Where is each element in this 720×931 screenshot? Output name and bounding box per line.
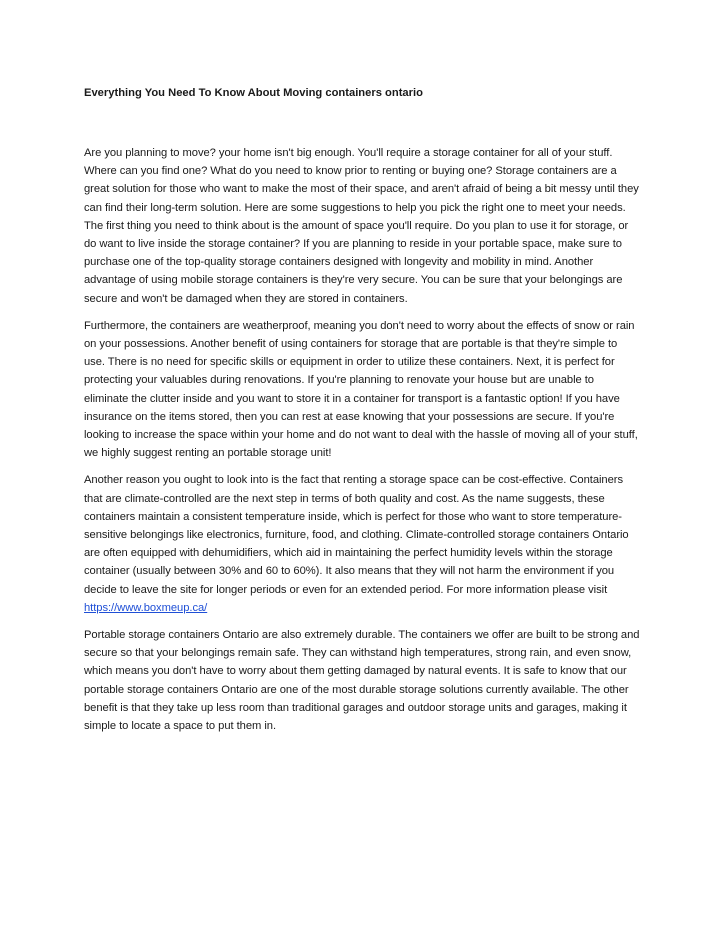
document-title: Everything You Need To Know About Moving containers ontario [84,87,423,99]
paragraph-3-text: Another reason you ought to look into is the fact that renting a storage space can be cost-effective. Containers that are climate-controlled are the next step in terms of both quality and cost. As the name suggests, these containers maintain a consistent temperature inside, which is perfect for those who want to store temperature-sensitive belongings like electronics, furniture, food, and clothing. Climate-controlled storage containers Ontario are often equipped with dehumidifiers, which aid in maintaining the perfect humidity levels within the storage container (usually between 30% and 60 to 60%). It also means that they will not harm the environment if you decide to leave the site for longer periods or even for an extended period. For more information please visit [84,474,629,596]
paragraph-2: Furthermore, the containers are weatherproof, meaning you don't need to worry about the effects of snow or rain on your possessions. Another benefit of using containers for storage that are portable is that they're simple to use. There is no need for specific skills or equipment in order to utilize these containers. Next, it is perfect for protecting your valuables during renovations. If you're planning to renovate your house but are unable to eliminate the clutter inside and you want to store it in a container for transport is a fantastic option! If you have insurance on the items stored, then you can rest at ease knowing that your possessions are secure. If you're looking to increase the space within your home and do not want to deal with the hassle of moving all of your stuff, we highly suggest renting an portable storage unit! [84,319,638,460]
boxmeup-link[interactable]: https://www.boxmeup.ca/ [84,601,208,614]
paragraph-4: Portable storage containers Ontario are also extremely durable. The containers we offer are built to be strong and secure so that your belongings remain safe. They can withstand high temperatures, strong rain, and even snow, which means you don't have to worry about them getting damaged by natural events. It is safe to know that our portable storage containers Ontario are one of the most durable storage solutions currently available. The other benefit is that they take up less room than traditional garages and outdoor storage units and garages, making it simple to locate a space to put them in. [84,629,640,733]
paragraph-1: Are you planning to move? your home isn't big enough. You'll require a storage container for all of your stuff. Where can you find one? What do you need to know prior to renting or buying one? Storage containers are a great solution for those who want to make the most of their space, and aren't afraid of being a bit messy until they can find their long-term solution. Here are some suggestions to help you pick the right one to meet your needs. The first thing you need to think about is the amount of space you'll require. Do you plan to use it for storage, or do want to live inside the storage container? If you are planning to reside in your portable space, make sure to purchase one of the top-quality storage containers designed with longevity and mobility in mind. Another advantage of using mobile storage containers is they're very secure. You can be sure that your belongings are secure and won't be damaged when they are stored in containers. [84,147,639,305]
document-body [84,144,640,744]
paragraph-3 [84,471,640,617]
